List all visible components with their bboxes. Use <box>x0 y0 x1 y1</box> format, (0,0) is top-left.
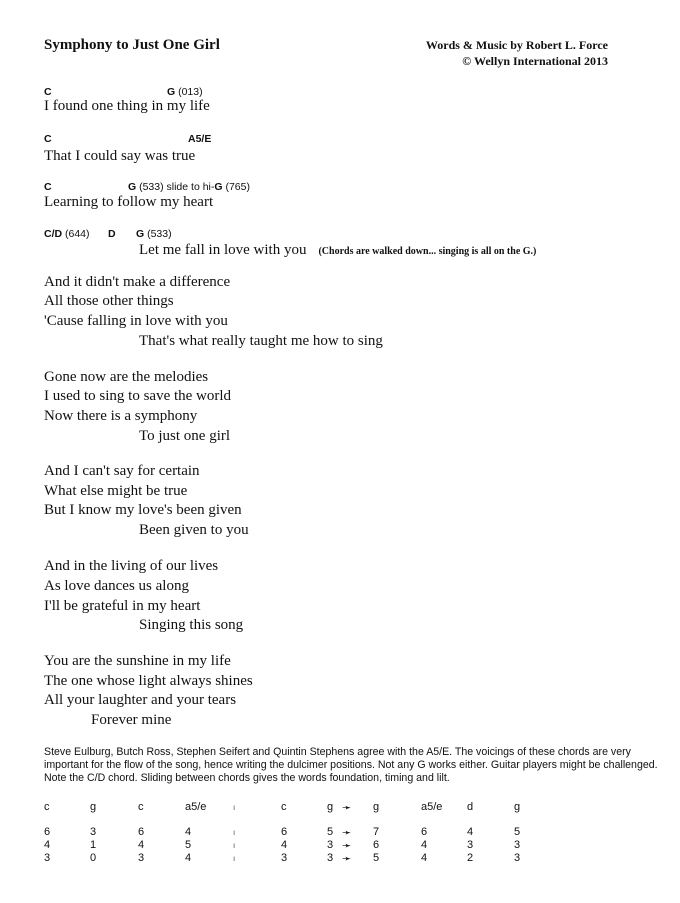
lyric-line: I used to sing to save the world <box>44 388 232 404</box>
bar-separator: ı <box>233 854 236 863</box>
chord: C <box>44 181 52 193</box>
slide-arrow-icon: ➛ <box>342 802 352 814</box>
credit-copyright: © Wellyn International 2013 <box>462 54 608 68</box>
tab-fret: 3 <box>90 826 97 838</box>
tab-fret: 7 <box>373 826 380 838</box>
tab-chord: a5/e <box>185 801 207 813</box>
tab-fret: 3 <box>514 852 521 864</box>
tab-fret: 3 <box>138 852 145 864</box>
tab-chord: c <box>138 801 144 813</box>
lyric-line: Gone now are the melodies <box>44 369 209 385</box>
lyric-line: Forever mine <box>91 712 172 728</box>
chord: G <box>214 181 223 193</box>
tab-chord: c <box>44 801 50 813</box>
chord-voicing: (765) <box>222 181 250 193</box>
lyric-line: But I know my love's been given <box>44 502 242 518</box>
lyric-line: Learning to follow my heart <box>44 194 214 210</box>
tab-fret: 4 <box>185 826 192 838</box>
chord-line-2b <box>188 129 211 147</box>
credit-author: Words & Music by Robert L. Force <box>425 38 608 52</box>
lyric-line: You are the sunshine in my life <box>44 653 231 669</box>
tab-chord: g <box>514 801 521 813</box>
chord-line-3 <box>44 177 52 195</box>
lyric-line: All your laughter and your tears <box>44 692 237 708</box>
tab-fret: 0 <box>90 852 97 864</box>
lyric-line: I found one thing in my life <box>44 98 210 114</box>
tab-fret: 4 <box>467 826 474 838</box>
lyric-line: All those other things <box>44 293 174 309</box>
tab-fret: 3 <box>327 839 334 851</box>
tab-chord: g <box>327 801 334 813</box>
tab-fret: 6 <box>373 839 380 851</box>
tab-chord: d <box>467 801 474 813</box>
tab-fret: 5 <box>185 839 192 851</box>
bar-separator: ı <box>233 841 236 850</box>
bar-separator: ı <box>233 803 236 812</box>
lyric-line: I'll be grateful in my heart <box>44 598 201 614</box>
chord: G <box>167 86 176 98</box>
tab-chord: g <box>373 801 380 813</box>
slide-arrow-icon: ➛ <box>342 840 352 852</box>
lyric-line: That's what really taught me how to sing <box>139 333 383 349</box>
lyric-line: And in the living of our lives <box>44 558 219 574</box>
lyric-text: Let me fall in love with you <box>139 242 307 258</box>
tab-fret: 5 <box>373 852 380 864</box>
tab-chord: c <box>281 801 287 813</box>
chord: C/D <box>44 228 63 240</box>
tab-fret: 4 <box>44 839 51 851</box>
chord-line-3b <box>128 177 250 195</box>
tab-fret: 3 <box>467 839 474 851</box>
chord: A5/E <box>188 133 212 145</box>
tab-fret: 4 <box>185 852 192 864</box>
tab-fret: 4 <box>421 839 428 851</box>
lyric-line: To just one girl <box>139 428 231 444</box>
chord-line-2 <box>44 129 52 147</box>
chord-line-4b <box>108 224 116 242</box>
tab-fret: 6 <box>44 826 51 838</box>
chord: C <box>44 86 52 98</box>
song-title: Symphony to Just One Girl <box>44 37 220 53</box>
chord: G <box>136 228 145 240</box>
tab-fret: 6 <box>281 826 288 838</box>
tab-fret: 4 <box>421 852 428 864</box>
chord: G <box>128 181 137 193</box>
bar-separator: ı <box>233 828 236 837</box>
lyric-line: As love dances us along <box>44 578 189 594</box>
chord: D <box>108 228 116 240</box>
tab-fret: 4 <box>138 839 145 851</box>
tab-fret: 6 <box>421 826 428 838</box>
tab-fret: 2 <box>467 852 474 864</box>
tab-fret: 5 <box>327 826 334 838</box>
chord-voicing: (533) <box>144 228 172 240</box>
performance-note: (Chords are walked down... singing is all on the G.) <box>318 246 537 257</box>
tab-chord: g <box>90 801 97 813</box>
lyric-line: Now there is a symphony <box>44 408 198 424</box>
tab-fret: 3 <box>514 839 521 851</box>
tab-fret: 3 <box>327 852 334 864</box>
lyric-line-with-note <box>139 241 536 259</box>
tab-fret: 5 <box>514 826 521 838</box>
chord-line-4c <box>136 224 172 242</box>
footnote-paragraph: Steve Eulburg, Butch Ross, Stephen Seifert and Quintin Stephens agree with the A5/E. The voicings of these chords are very important for the flow of the song, hence writing the dulcimer positions. Not any G works either. Guitar players might be challenged. Note the C/D chord. Sliding between chords gives the words foundation, timing and lilt. <box>44 746 658 784</box>
tab-fret: 3 <box>281 852 288 864</box>
lyric-line: What else might be true <box>44 483 188 499</box>
chord-voicing: (644) <box>62 228 90 240</box>
slide-arrow-icon: ➛ <box>342 827 352 839</box>
tab-fret: 3 <box>44 852 51 864</box>
chord-line-4 <box>44 224 90 242</box>
tab-fret: 1 <box>90 839 97 851</box>
tab-fret: 6 <box>138 826 145 838</box>
lyric-line: 'Cause falling in love with you <box>44 313 228 329</box>
lyric-line: The one whose light always shines <box>44 673 253 689</box>
chord-voicing: (013) <box>175 86 203 98</box>
chord-voicing: (533) slide to hi- <box>136 181 215 193</box>
tab-fret: 4 <box>281 839 288 851</box>
lyric-line: And it didn't make a difference <box>44 274 231 290</box>
lyric-line: Singing this song <box>139 617 244 633</box>
chord: C <box>44 133 52 145</box>
slide-arrow-icon: ➛ <box>342 853 352 865</box>
tab-chord: a5/e <box>421 801 443 813</box>
lyric-line: And I can't say for certain <box>44 463 200 479</box>
lyric-line: Been given to you <box>139 522 249 538</box>
lyric-line: That I could say was true <box>44 148 196 164</box>
